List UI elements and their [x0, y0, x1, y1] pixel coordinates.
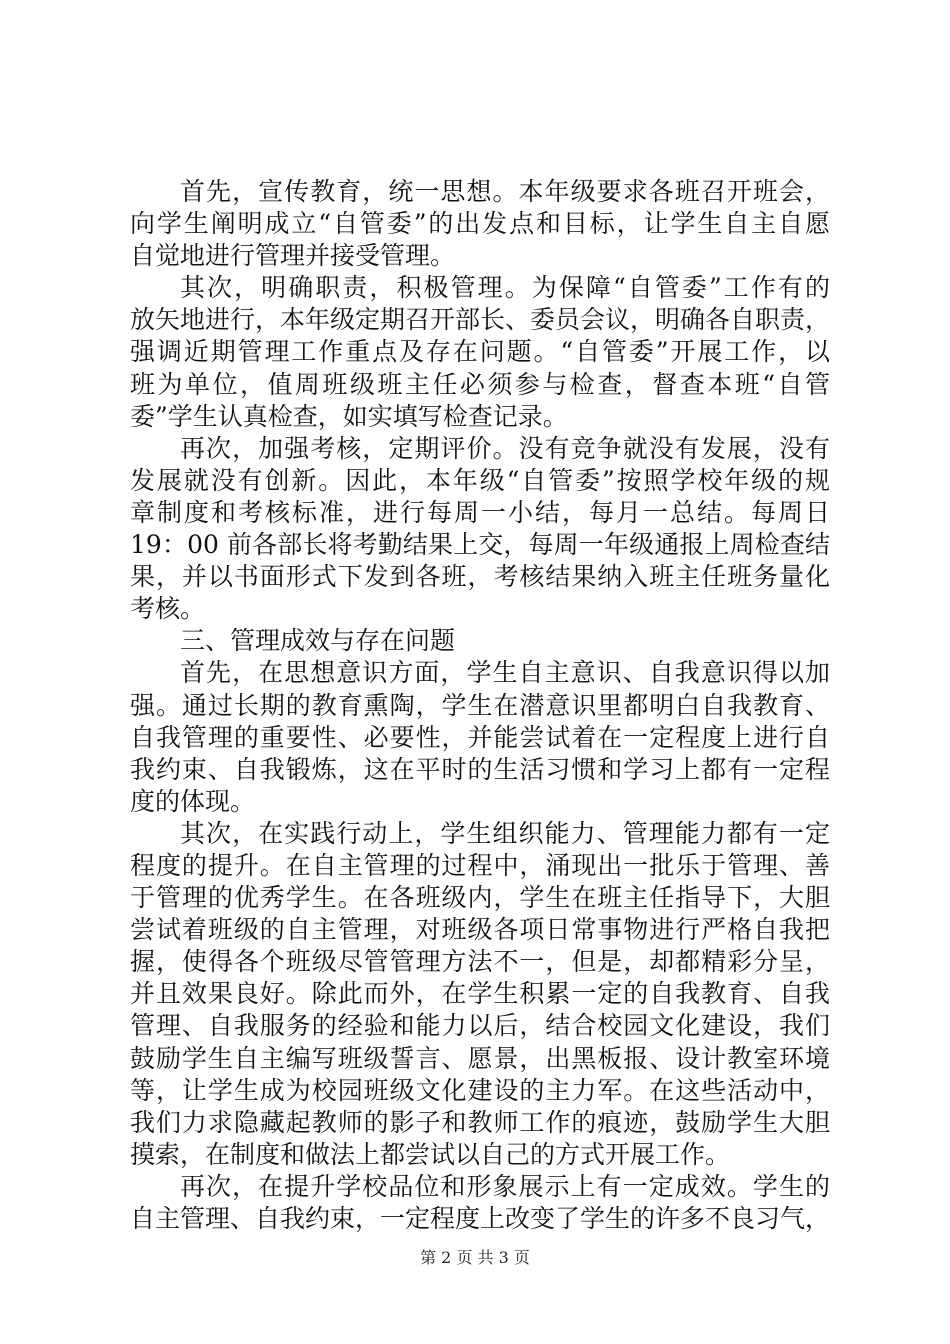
text-line: 考核。 [130, 594, 206, 624]
text-line: 于管理的优秀学生。在各班级内，学生在班主任指导下，大胆 [130, 883, 830, 913]
text-line: 发展就没有创新。因此，本年级“自管委”按照学校年级的规 [130, 465, 830, 495]
text-line: 首先，在思想意识方面，学生自主意识、自我意识得以加 [180, 658, 830, 688]
text-line: 强调近期管理工作重点及存在问题。“自管委”开展工作，以 [130, 337, 830, 367]
text-line: 自主管理、自我约束，一定程度上改变了学生的许多不良习气， [130, 1204, 831, 1233]
text-line: 我们力求隐藏起教师的影子和教师工作的痕迹，鼓励学生大胆 [130, 1107, 830, 1137]
text-line: 握，使得各个班级尽管管理方法不一，但是，却都精彩分呈， [130, 947, 830, 977]
text-line: 自觉地进行管理并接受管理。 [130, 241, 456, 271]
text-line: 三、管理成效与存在问题 [180, 626, 456, 656]
document-body [130, 176, 830, 1235]
text-line: 并且效果良好。除此而外，在学生积累一定的自我教育、自我 [130, 979, 830, 1009]
text-line: 尝试着班级的自主管理，对班级各项日常事物进行严格自我把 [130, 915, 830, 945]
text-line: 强。通过长期的教育熏陶，学生在潜意识里都明白自我教育、 [130, 690, 830, 720]
text-line: 程度的提升。在自主管理的过程中，涌现出一批乐于管理、善 [130, 850, 830, 880]
text-line: 首先，宣传教育，统一思想。本年级要求各班召开班会， [180, 177, 830, 206]
text-line: 委”学生认真检查，如实填写检查记录。 [130, 401, 568, 431]
text-line: 再次，在提升学校品位和形象展示上有一定成效。学生的 [180, 1171, 830, 1201]
page-footer: 第 2 页 共 3 页 [420, 1248, 530, 1267]
text-line: 管理、自我服务的经验和能力以后，结合校园文化建设，我们 [130, 1011, 830, 1041]
text-line: 19：00 前各部长将考勤结果上交，每周一年级通报上周检查结 [130, 530, 830, 560]
text-line: 果，并以书面形式下发到各班，考核结果纳入班主任班务量化 [130, 562, 830, 592]
text-line: 鼓励学生自主编写班级誓言、愿景，出黑板报、设计教室环境 [130, 1043, 830, 1073]
text-line: 再次，加强考核，定期评价。没有竞争就没有发展，没有 [180, 433, 830, 463]
text-line: 放矢地进行，本年级定期召开部长、委员会议，明确各自职责， [130, 305, 831, 335]
text-line: 章制度和考核标准，进行每周一小结，每月一总结。每周日 [130, 497, 830, 527]
text-line: 自我管理的重要性、必要性，并能尝试着在一定程度上进行自 [130, 722, 830, 752]
text-line: 其次，明确职责，积极管理。为保障“自管委”工作有的 [180, 273, 830, 303]
text-line: 向学生阐明成立“自管委”的出发点和目标，让学生自主自愿 [130, 209, 830, 239]
text-line: 其次，在实践行动上，学生组织能力、管理能力都有一定 [180, 818, 830, 848]
text-line: 我约束、自我锻炼，这在平时的生活习惯和学习上都有一定程 [130, 754, 830, 784]
text-line: 度的体现。 [130, 786, 256, 816]
text-line: 班为单位，值周班级班主任必须参与检查，督查本班“自管 [130, 369, 830, 399]
text-line: 摸索，在制度和做法上都尝试以自己的方式开展工作。 [130, 1139, 731, 1169]
text-line: 等，让学生成为校园班级文化建设的主力军。在这些活动中， [130, 1075, 830, 1105]
